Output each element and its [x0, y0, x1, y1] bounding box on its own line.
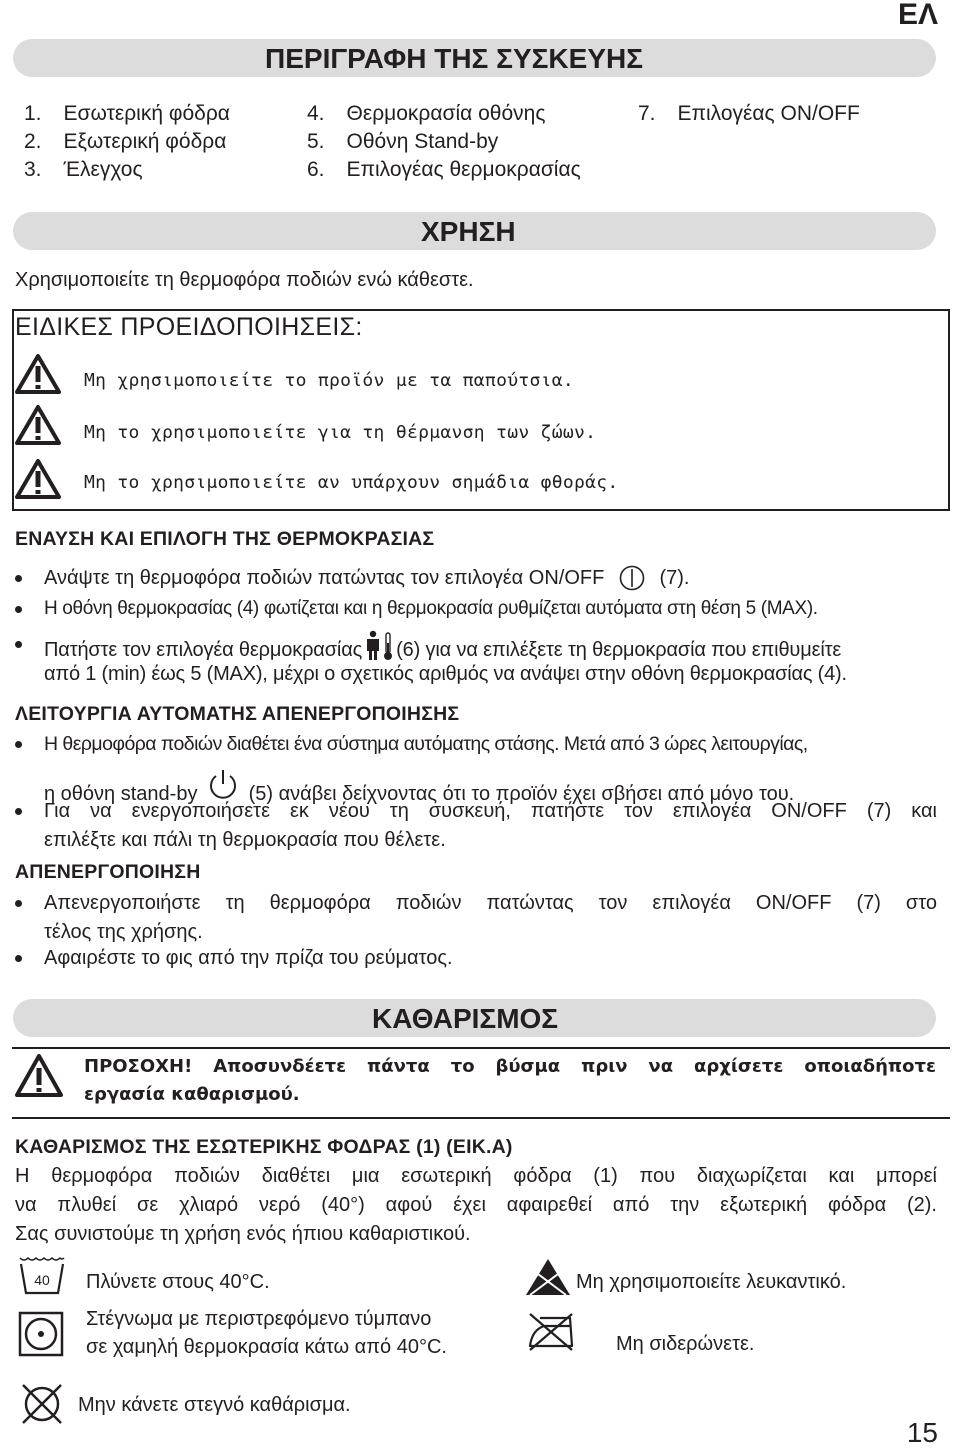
power-on-bullet-2: Η οθόνη θερμοκρασίας (4) φωτίζεται και η θερμοκρασία ρυθμίζεται αυτόματα στη θέση 5 (MAX). [44, 598, 818, 619]
power-on-bullet-3b: από 1 (min) έως 5 (MAX), μέχρι ο σχετικός αριθμός να ανάψει στην οθόνη θερμοκρασίας (4). [44, 663, 847, 685]
parts-list-col1 [24, 100, 230, 184]
warning-text-1: Μη χρησιμοποιείτε το προϊόν με τα παπούτσια. [84, 370, 575, 391]
caution-text-line1: ΠΡΟΣΟΧΗ! Αποσυνδέετε πάντα το βύσμα πριν να αρχίσετε οποιαδήποτε [84, 1056, 936, 1077]
inner-lining-para-2: να πλυθεί σε χλιαρό νερό (40°) αφού έχει αφαιρεθεί από την εξωτερική φόδρα (2). [15, 1194, 937, 1216]
care-no-bleach-text: Μη χρησιμοποιείτε λευκαντικό. [576, 1271, 847, 1293]
list-item: 7. Επιλογέας ON/OFF [638, 102, 860, 125]
tumble-dry-low-icon [18, 1311, 64, 1357]
care-no-dry-clean-text: Μην κάνετε στεγνό καθάρισμα. [78, 1394, 351, 1416]
inner-lining-para-1: Η θερμοφόρα ποδιών διαθέτει μια εσωτερική φόδρα (1) που διαχωρίζεται και μπορεί [15, 1165, 937, 1187]
list-item: 5. Οθόνη Stand-by [307, 130, 499, 153]
warnings-title: ΕΙΔΙΚΕΣ ΠΡΟΕΙΔΟΠΟΙΗΣΕΙΣ: [15, 313, 363, 341]
off-bullet-1a: Απενεργοποιήστε τη θερμοφόρα ποδιών πατώντας τον επιλογέα ON/OFF (7) στο [44, 892, 937, 914]
bullet [15, 741, 22, 748]
bullet [15, 955, 22, 962]
bullet [15, 808, 22, 815]
care-tumble-text-1: Στέγνωμα με περιστρεφόμενο τύμπανο [86, 1308, 432, 1330]
wash-temp-label: 40 [34, 1272, 50, 1288]
bullet [15, 575, 22, 582]
auto-off-bullet-2a: Για να ενεργοποιήσετε εκ νέου τη συσκευή, πατήστε τον επιλογέα ON/OFF (7) και [44, 800, 937, 822]
list-item: 3. Έλεγχος [24, 158, 143, 181]
list-item: 6. Επιλογέας θερμοκρασίας [307, 158, 581, 181]
heading-inner-lining: ΚΑΘΑΡΙΣΜΟΣ ΤΗΣ ΕΣΩΤΕΡΙΚΗΣ ΦΟΔΡΑΣ (1) (ΕΙΚ.A) [15, 1136, 513, 1158]
no-iron-icon [526, 1312, 576, 1352]
no-bleach-icon [524, 1256, 572, 1298]
warning-triangle-icon [14, 458, 62, 500]
wash-40-icon [18, 1254, 66, 1296]
list-item: 4. Θερμοκρασία οθόνης [307, 102, 546, 125]
page-number: 15 [906, 1417, 938, 1448]
care-wash-text: Πλύνετε στους 40°C. [86, 1271, 270, 1293]
list-item: 1. Εσωτερική φόδρα [24, 102, 230, 125]
care-no-iron-text: Μη σιδερώνετε. [616, 1333, 755, 1355]
care-tumble-text-2: σε χαμηλή θερμοκρασία κάτω από 40°C. [86, 1336, 447, 1358]
auto-off-bullet-2b: επιλέξτε και πάλι τη θερμοκρασία που θέλετε. [44, 829, 446, 851]
off-bullet-1b: τέλος της χρήσης. [44, 921, 203, 943]
heading-auto-off: ΛΕΙΤΟΥΡΓΙΑ ΑΥΤΟΜΑΤΗΣ ΑΠΕΝΕΡΓΟΠΟΙΗΣΗΣ [15, 703, 460, 725]
heading-power-on: ΕΝΑΥΣΗ ΚΑΙ ΕΠΙΛΟΓΗ ΤΗΣ ΘΕΡΜΟΚΡΑΣΙΑΣ [15, 528, 435, 550]
section-title-description: ΠΕΡΙΓΡΑΦΗ ΤΗΣ ΣΥΣΚΕΥΗΣ [265, 43, 644, 74]
warning-triangle-icon [14, 353, 62, 395]
section-title-cleaning: ΚΑΘΑΡΙΣΜΟΣ [372, 1003, 559, 1034]
warning-text-3: Μη το χρησιμοποιείτε αν υπάρχουν σημάδια φθοράς. [84, 472, 619, 493]
inner-lining-para-3: Σας συνιστούμε τη χρήση ενός ήπιου καθαριστικού. [15, 1223, 471, 1245]
section-bar-cleaning [13, 999, 936, 1037]
heading-off: ΑΠΕΝΕΡΓΟΠΟΙΗΣΗ [15, 861, 201, 883]
parts-list-col2 [307, 100, 581, 184]
bullet [15, 900, 22, 907]
usage-intro: Χρησιμοποιείτε τη θερμοφόρα ποδιών ενώ κάθεστε. [15, 269, 474, 291]
section-bar-description [13, 39, 936, 77]
bullet [15, 606, 22, 613]
no-dry-clean-icon [19, 1381, 65, 1427]
caution-text-line2: εργασία καθαρισμού. [84, 1084, 300, 1105]
warning-triangle-icon [14, 1053, 64, 1099]
parts-list-col3 [638, 100, 860, 128]
warning-triangle-icon [14, 404, 62, 446]
divider [12, 1117, 950, 1119]
bullet [15, 641, 22, 648]
section-bar-usage [13, 212, 936, 250]
language-tag: ΕΛ [897, 0, 938, 31]
temperature-selector-icon [364, 630, 394, 662]
section-title-usage: ΧΡΗΣΗ [421, 216, 516, 247]
list-item: 2. Εξωτερική φόδρα [24, 130, 227, 153]
power-on-bullet-3a: Πατήστε τον επιλογέα θερμοκρασίας (6) για να επιλέξετε τη θερμοκρασία που επιθυμείτε [44, 630, 841, 664]
divider [12, 1047, 950, 1049]
auto-off-bullet-1a: Η θερμοφόρα ποδιών διαθέτει ένα σύστημα αυτόματης στάσης. Μετά από 3 ώρες λειτουργίας, [44, 733, 808, 755]
power-on-bullet-1: Ανάψτε τη θερμοφόρα ποδιών πατώντας τον επιλογέα ON/OFF (7). [44, 567, 690, 589]
on-off-icon [614, 565, 650, 591]
off-bullet-2: Αφαιρέστε το φις από την πρίζα του ρεύματος. [44, 947, 453, 969]
warning-text-2: Μη το χρησιμοποιείτε για τη θέρμανση των ζώων. [84, 422, 597, 443]
auto-off-bullet-1b: η οθόνη stand-by (5) ανάβει δείχνοντας ότι το προϊόν έχει σβήσει από μόνο του. [44, 768, 794, 808]
